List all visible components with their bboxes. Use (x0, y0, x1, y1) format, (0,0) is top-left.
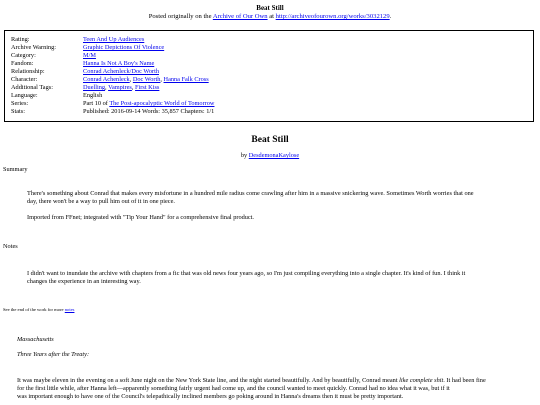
warning-link[interactable]: Graphic Depictions Of Violence (83, 44, 165, 51)
series-part: Part 10 of (83, 100, 108, 107)
category-link[interactable]: M/M (83, 52, 96, 59)
meta-stats (11, 108, 531, 116)
language-label: Language: (11, 92, 38, 99)
tag-link[interactable]: First Kiss (135, 84, 160, 91)
notes-heading: Notes (3, 243, 18, 250)
meta-fandom (11, 60, 531, 68)
notes-paragraph (27, 270, 517, 286)
meta-rating (11, 36, 531, 44)
series-link[interactable]: The Post-apocalyptic World of Tomorrow (109, 100, 215, 107)
meta-relationship (11, 68, 531, 76)
fandom-label: Fandom: (11, 60, 34, 67)
work-title: Beat Still (251, 135, 289, 145)
work-meta-box (4, 30, 534, 122)
summary-heading: Summary (3, 166, 28, 173)
language-value: English (83, 92, 103, 99)
rating-link[interactable]: Teen And Up Audiences (83, 36, 145, 43)
warning-label: Archive Warning: (11, 44, 57, 51)
character-link[interactable]: Doc Worth (132, 76, 161, 83)
chapter-text (17, 377, 537, 402)
chapter-line: was important enough to have one of the Council's telepathically inclined members go poking around in Hanna's dreams then it must be pretty important. (17, 393, 404, 401)
character-link[interactable]: Hanna Falk Cross (163, 76, 209, 83)
meta-language (11, 92, 531, 100)
meta-tags: Additional Tags: Duelling, Vampires, First Kiss (11, 84, 160, 91)
end-notes-link[interactable]: notes (64, 307, 75, 312)
summary-paragraph-2: Imported from FFnet; integrated with "Tip Your Hand" for a comprehensive final product. (27, 214, 255, 221)
tag-link[interactable]: Vampires (108, 84, 132, 91)
posted-prefix: Posted originally on the (148, 13, 212, 21)
chapter-place: Massachusetts (17, 336, 54, 343)
by-text: by (240, 152, 248, 159)
meta-character: Character: Conrad Achenleck, Doc Worth, Hanna Falk Cross (11, 76, 209, 83)
chapter-line-part: It was maybe eleven in the evening on a soft June night on the New York State line, and the night started beautifully. And by beautifully, Conrad meant (17, 377, 398, 384)
relationship-link[interactable]: Conrad Achenleck/Doc Worth (83, 68, 159, 75)
relationship-label: Relationship: (11, 68, 45, 75)
notes-line: I didn't want to inundate the archive with chapters from a fic that was old news four years ago, so I'm just compiling everything into a single chapter. It's kind of fun. I think it (27, 270, 466, 277)
export-header (0, 0, 540, 22)
posted-line (0, 13, 540, 22)
character-label: Character: (11, 76, 38, 83)
tags-label: Additional Tags: (11, 84, 53, 91)
byline (0, 152, 540, 160)
chapter-line: for the first little while, after Hanna left—apparently something fairly urgent had come up, and the council wanted to meet quickly. Conrad had no idea what it was, but if it (17, 385, 450, 393)
meta-warning (11, 44, 531, 52)
summary-paragraph-1 (27, 190, 517, 206)
meta-series (11, 100, 531, 108)
character-link[interactable]: Conrad Achenleck (83, 76, 130, 83)
fandom-link[interactable]: Hanna Is Not A Boy's Name (83, 60, 155, 67)
end-notes-pointer (3, 307, 74, 313)
header-title: Beat Still (256, 4, 284, 12)
chapter-emphasis: like complete shit (399, 377, 444, 384)
notes-line: changes the experience in an interesting way. (27, 278, 141, 286)
stats-value: Published: 2016-09-14 Words: 35,857 Chapters: 1/1 (83, 108, 215, 115)
posted-suffix: . (389, 13, 392, 21)
chapter-line-part: . It had been fine (443, 377, 486, 384)
author-link[interactable]: DesdemonaKaylose (248, 152, 300, 159)
rating-label: Rating: (11, 36, 30, 43)
summary-line: There's something about Conrad that makes every misfortune in a hundred mile radius come crawling after him in a massive snickering wave. Sometimes Worth worries that one (27, 190, 474, 197)
chapter-line (17, 377, 537, 385)
end-notes-prefix: See the end of the work for more (3, 307, 64, 312)
tag-link[interactable]: Duelling (83, 84, 106, 91)
work-url-link[interactable]: http://archiveofourown.org/works/3032129 (275, 13, 390, 21)
category-label: Category: (11, 52, 36, 59)
meta-category (11, 52, 531, 60)
stats-label: Stats: (11, 108, 25, 115)
summary-line: day, there won't be a way to pull him out of it in one piece. (27, 198, 175, 206)
archive-link[interactable]: Archive of Our Own (212, 13, 268, 21)
posted-mid: at (269, 13, 274, 21)
series-label: Series: (11, 100, 29, 107)
chapter-time: Three Years after the Treaty: (17, 351, 90, 358)
